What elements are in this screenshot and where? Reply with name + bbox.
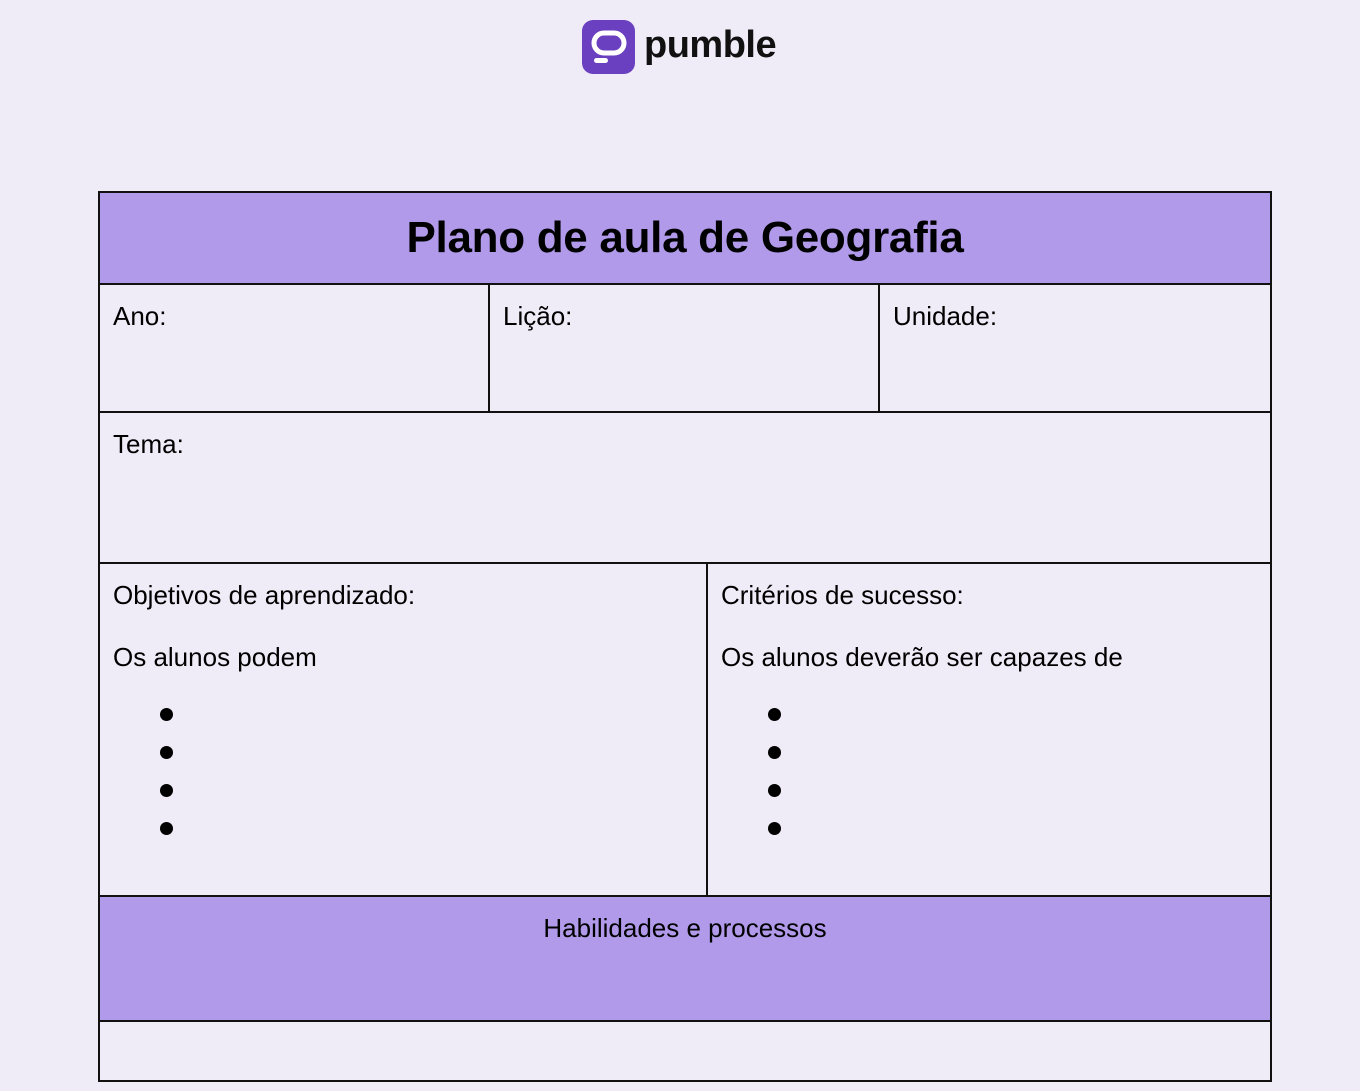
skills-heading: Habilidades e processos	[543, 913, 827, 943]
unidade-cell[interactable]	[879, 284, 1271, 412]
objectives-row	[99, 563, 1271, 896]
pumble-logo-text: pumble	[644, 24, 777, 66]
skills-row	[99, 896, 1271, 1021]
pumble-logo	[582, 20, 776, 74]
licao-label: Lição:	[503, 301, 573, 331]
pumble-logo-icon	[582, 20, 635, 74]
ano-label: Ano:	[113, 301, 167, 331]
info-row	[99, 284, 1271, 412]
title-cell	[99, 192, 1271, 284]
list-item[interactable]	[158, 812, 706, 850]
objectives-intro: Os alunos podem	[113, 642, 317, 672]
criteria-bullet-list	[708, 698, 1270, 850]
licao-cell[interactable]	[489, 284, 879, 412]
skills-cell[interactable]	[99, 896, 1271, 1021]
unidade-label: Unidade:	[893, 301, 998, 331]
tema-label: Tema:	[113, 429, 184, 459]
empty-row	[99, 1021, 1271, 1081]
title-row	[99, 192, 1271, 284]
tema-cell[interactable]	[99, 412, 1271, 563]
document-title: Plano de aula de Geografia	[406, 213, 964, 262]
lesson-plan-sheet	[98, 191, 1270, 1091]
objectives-bullet-list	[100, 698, 706, 850]
list-item[interactable]	[766, 736, 1270, 774]
tema-row	[99, 412, 1271, 563]
list-item[interactable]	[158, 698, 706, 736]
list-item[interactable]	[766, 698, 1270, 736]
list-item[interactable]	[766, 812, 1270, 850]
lesson-plan-table	[98, 191, 1272, 1082]
objectives-cell[interactable]	[99, 563, 707, 896]
list-item[interactable]	[766, 774, 1270, 812]
empty-cell[interactable]	[99, 1021, 1271, 1081]
criteria-heading: Critérios de sucesso:	[721, 580, 964, 610]
list-item[interactable]	[158, 774, 706, 812]
ano-cell[interactable]	[99, 284, 489, 412]
criteria-cell[interactable]	[707, 563, 1271, 896]
objectives-heading: Objetivos de aprendizado:	[113, 580, 416, 610]
criteria-intro: Os alunos deverão ser capazes de	[721, 642, 1123, 672]
list-item[interactable]	[158, 736, 706, 774]
